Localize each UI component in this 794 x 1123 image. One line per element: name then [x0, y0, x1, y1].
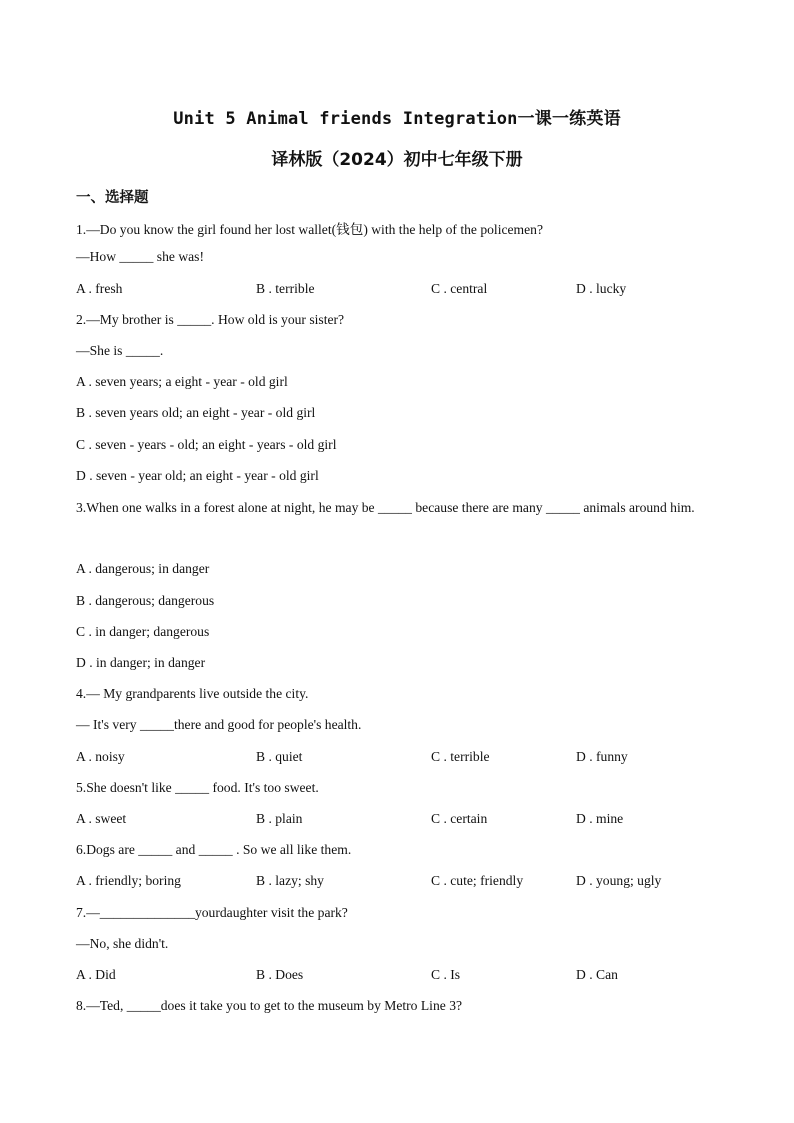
question-5-option-a: A . sweet — [76, 811, 127, 826]
question-7-line2: —No, she didn't. — [76, 936, 169, 951]
question-4-stem: 4.— My grandparents live outside the city. — [76, 686, 309, 701]
question-7-option-d: D . Can — [576, 967, 618, 982]
question-2-option-d: D . seven - year old; an eight - year - old girl — [76, 468, 319, 483]
section-heading: 一、选择题 — [76, 190, 149, 206]
question-5-option-b: B . plain — [256, 811, 303, 826]
question-1-option-b: B . terrible — [256, 281, 315, 296]
question-7-option-a: A . Did — [76, 967, 116, 982]
question-6-option-a: A . friendly; boring — [76, 873, 181, 888]
question-5-option-d: D . mine — [576, 811, 624, 826]
question-3-option-b: B . dangerous; dangerous — [76, 593, 215, 608]
question-2-option-b: B . seven years old; an eight - year - old girl — [76, 405, 316, 420]
question-6-option-d: D . young; ugly — [576, 873, 662, 888]
question-3-option-a: A . dangerous; in danger — [76, 561, 210, 576]
question-1-stem: 1.—Do you know the girl found her lost wallet(钱包) with the help of the policemen? — [76, 222, 543, 237]
question-7-option-c: C . Is — [431, 967, 461, 982]
question-4-option-b: B . quiet — [256, 749, 303, 764]
question-1-option-d: D . lucky — [576, 281, 627, 296]
question-2-option-a: A . seven years; a eight - year - old girl — [76, 374, 288, 389]
question-7-option-b: B . Does — [256, 967, 304, 982]
question-6-option-b: B . lazy; shy — [256, 873, 324, 888]
question-6-stem: 6.Dogs are _____ and _____ . So we all like them. — [76, 842, 352, 857]
question-1-line2: —How _____ she was! — [76, 249, 204, 264]
question-4-option-c: C . terrible — [431, 749, 490, 764]
question-7-stem: 7.—______________yourdaughter visit the park? — [76, 905, 348, 920]
question-5-stem: 5.She doesn't like _____ food. It's too sweet. — [76, 780, 319, 795]
question-1-option-a: A . fresh — [76, 281, 123, 296]
question-1-option-c: C . central — [431, 281, 488, 296]
question-2-line2: —She is _____. — [76, 343, 164, 358]
question-4-option-a: A . noisy — [76, 749, 125, 764]
question-2-option-c: C . seven - years - old; an eight - years - old girl — [76, 437, 337, 452]
document-title: Unit 5 Animal friends Integration一课一练英语 — [173, 109, 621, 129]
question-2-stem: 2.—My brother is _____. How old is your sister? — [76, 312, 345, 327]
question-3-stem: 3.When one walks in a forest alone at night, he may be _____ because there are many _____ animals around him. — [76, 500, 695, 515]
question-3-option-c: C . in danger; dangerous — [76, 624, 210, 639]
question-3-option-d: D . in danger; in danger — [76, 655, 206, 670]
question-4-line2: — It's very _____there and good for people's health. — [76, 717, 362, 732]
question-6-option-c: C . cute; friendly — [431, 873, 524, 888]
question-4-option-d: D . funny — [576, 749, 628, 764]
question-5-option-c: C . certain — [431, 811, 488, 826]
question-8-stem: 8.—Ted, _____does it take you to get to the museum by Metro Line 3? — [76, 998, 463, 1013]
document-subtitle: 译林版（2024）初中七年级下册 — [271, 150, 523, 170]
